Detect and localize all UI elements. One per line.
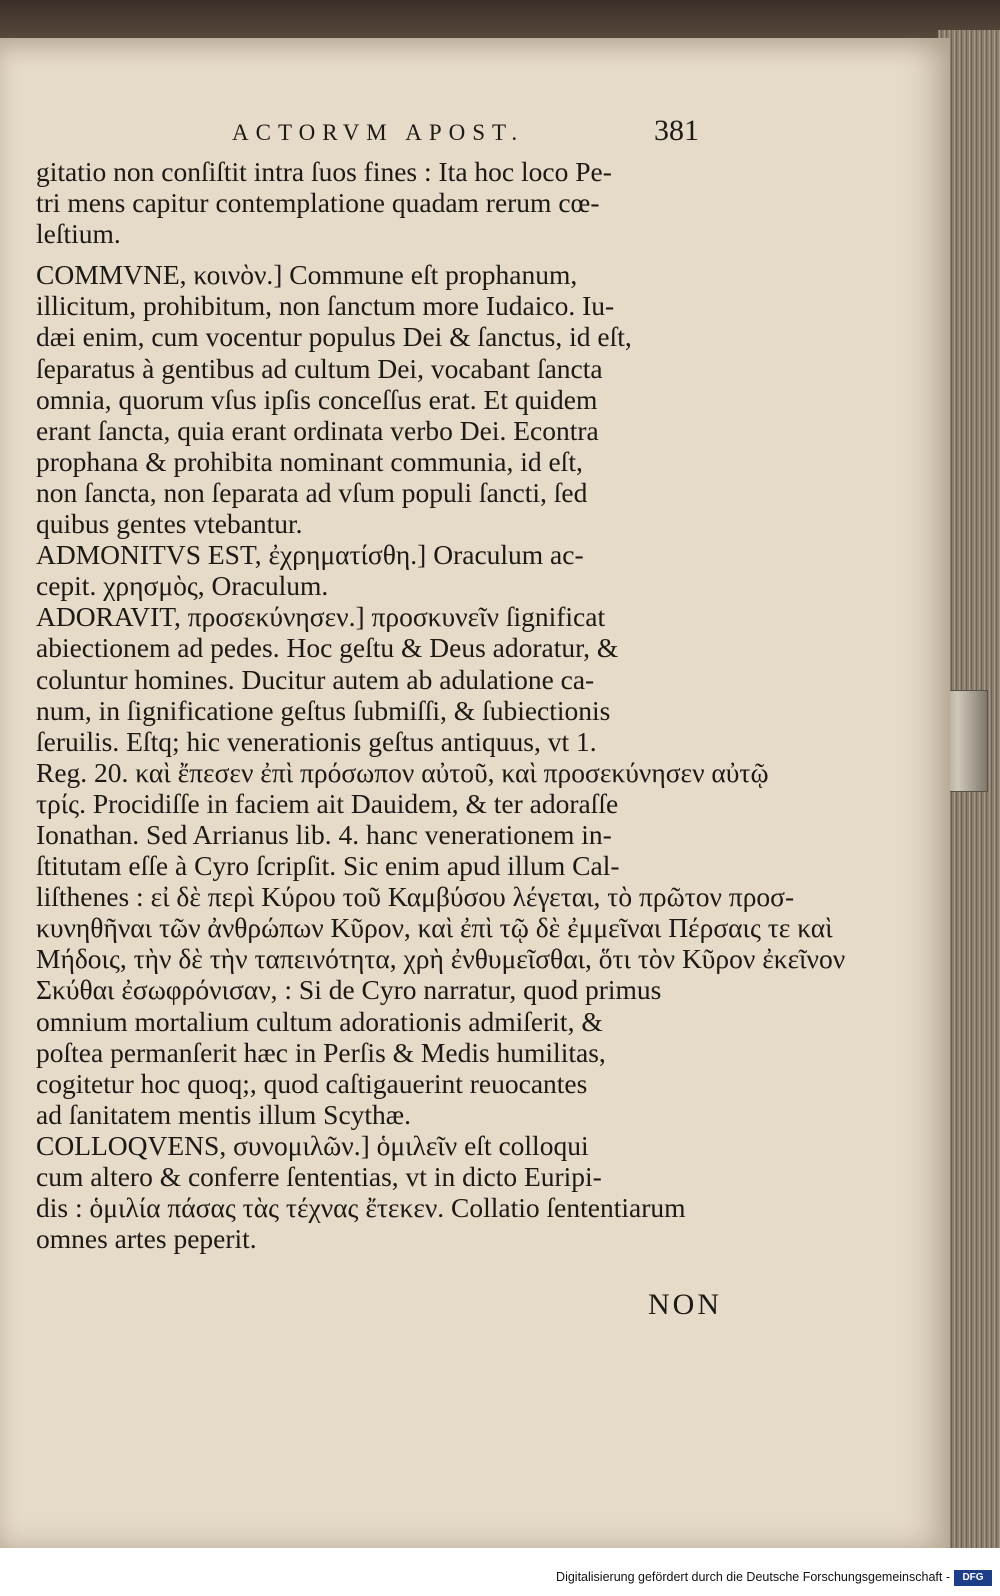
text-line: liſthenes : εἰ δὲ περὶ Κύρου τοῦ Καμβύσου λέγεται, τὸ πρῶτον προσ- <box>36 881 795 913</box>
page-number: 381 <box>654 114 699 147</box>
text-line: Ionathan. Sed Arrianus lib. 4. hanc venerationem in- <box>36 818 612 850</box>
footer-bar <box>0 1548 1000 1596</box>
text-line: dis : ὁμιλία πάσας τὰς τέχνας ἔτεκεν. Collatio ſententiarum <box>36 1192 686 1224</box>
text-line: κυνηθῆναι τῶν ἀνθρώπων Κῦρον, καὶ ἐπὶ τῷ δὲ ἐμμεῖναι Πέρσαις τε καὶ <box>36 912 833 944</box>
text-line: ſtitutam eſſe à Cyro ſcripſit. Sic enim apud illum Cal- <box>36 850 620 882</box>
text-line: leſtium. <box>36 218 121 250</box>
text-line: τρίς. Procidiſſe in faciem ait Dauidem, & ter adoraſſe <box>36 787 619 819</box>
scan-background-top <box>0 0 1000 40</box>
text-line: erant ſancta, quia erant ordinata verbo Dei. Econtra <box>36 414 599 446</box>
book-page <box>0 38 950 1548</box>
text-line: cepit. χρησμὸς, Oraculum. <box>36 570 329 602</box>
footer-credit: Digitalisierung gefördert durch die Deutsche Forschungsgemeinschaft - <box>556 1570 950 1584</box>
running-head: ACTORVM APOST. <box>232 120 525 145</box>
text-line: Σκύθαι ἐσωφρόνισαν, : Si de Cyro narratur, quod primus <box>36 974 662 1006</box>
text-line: poſtea permanſerit hæc in Perſis & Medis humilitas, <box>36 1036 606 1068</box>
text-line: ſeruilis. Eſtq; hic venerationis geſtus antiquus, vt 1. <box>36 725 597 757</box>
text-line: num, in ſignificatione geſtus ſubmiſſi, & ſubiectionis <box>36 694 611 726</box>
text-line: omnium mortalium cultum adorationis admiſerit, & <box>36 1005 603 1037</box>
paragraph-gap <box>36 249 726 259</box>
text-body <box>36 156 846 1255</box>
text-line: ADMONITVS EST, ἐχρηματίσθη.] Oraculum ac- <box>36 539 584 571</box>
text-line: non ſancta, non ſeparata ad vſum populi ſancti, ſed <box>36 476 588 508</box>
text-line: omnia, quorum vſus ipſis conceſſus erat. Et quidem <box>36 383 598 415</box>
text-line: quibus gentes vtebantur. <box>36 508 303 540</box>
text-line: ſeparatus à gentibus ad cultum Dei, vocabant ſancta <box>36 352 603 384</box>
text-line: abiectionem ad pedes. Hoc geſtu & Deus adoratur, & <box>36 632 619 664</box>
text-line: COLLOQVENS, συνομιλῶν.] ὁμιλεῖν eſt colloqui <box>36 1129 589 1161</box>
text-line: ADORAVIT, προσεκύνησεν.] προσκυνεῖν ſignificat <box>36 601 606 633</box>
text-line: Μήδοις, τὴν δὲ τὴν ταπεινότητα, χρὴ ἐνθυμεῖσθαι, ὅτι τὸν Κῦρον ἐκεῖνον <box>36 943 846 975</box>
text-line: cum altero & conferre ſententias, vt in dicto Euripi- <box>36 1161 602 1192</box>
text-line: ad ſanitatem mentis illum Scythæ. <box>36 1098 412 1130</box>
text-line: dæi enim, cum vocentur populus Dei & ſanctus, id eſt, <box>36 321 632 353</box>
text-line: illicitum, prohibitum, non ſanctum more Iudaico. Iu- <box>36 290 615 322</box>
text-line: prophana & prohibita nominant communia, id eſt, <box>36 445 583 477</box>
catch-word: NON <box>648 1288 722 1321</box>
text-line: tri mens capitur contemplatione quadam rerum cœ- <box>36 187 600 219</box>
text-line: gitatio non conſiſtit intra ſuos fines : Ita hoc loco Pe- <box>36 156 612 187</box>
text-line: cogitetur hoc quoq;, quod caſtigauerint reuocantes <box>36 1067 588 1099</box>
text-line: coluntur homines. Ducitur autem ab adulatione ca- <box>36 663 595 695</box>
text-line: Reg. 20. καὶ ἔπεσεν ἐπὶ πρόσωπον αὐτοῦ, καὶ προσεκύνησεν αὐτῷ <box>36 756 769 788</box>
text-line: omnes artes peperit. <box>36 1223 257 1255</box>
dfg-logo: DFG <box>954 1570 992 1586</box>
text-line: COMMVNE, κοινὸν.] Commune eſt prophanum, <box>36 259 578 291</box>
